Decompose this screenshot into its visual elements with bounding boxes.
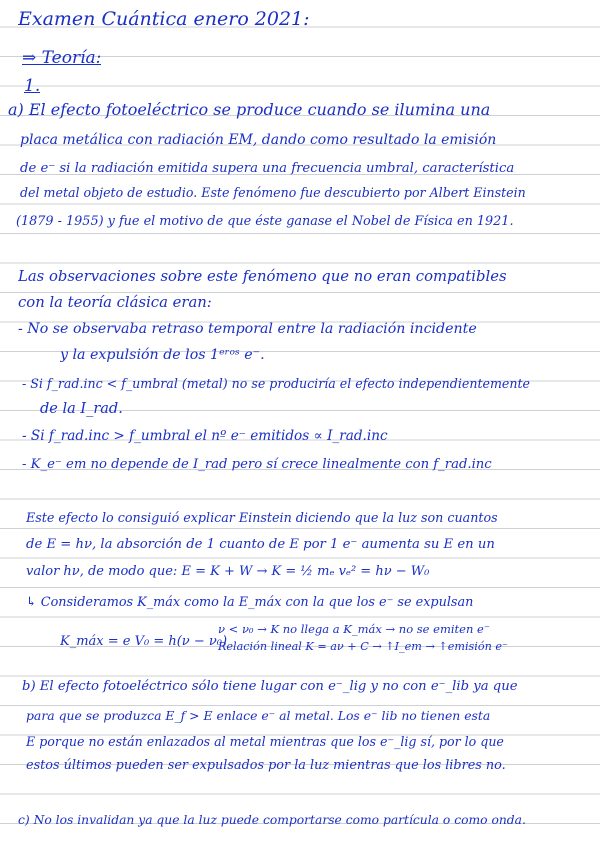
- einstein-line: de E = hν, la absorción de 1 cuanto de E por 1 e⁻ aumenta su E en un: [26, 537, 495, 552]
- part-a-line: a) El efecto fotoeléctrico se produce cuando se ilumina una: [8, 101, 491, 119]
- part-b-line: E porque no están enlazados al metal mientras que los e⁻_lig sí, por lo que: [26, 734, 504, 749]
- einstein-line: valor hν, de modo que: E = K + W → K = ½ mₑ vₑ² = hν − W₀: [26, 564, 430, 579]
- section-heading: ⇒ Teoría:: [22, 48, 102, 68]
- observations-line: y la expulsión de los 1ᵉʳᵒˢ e⁻.: [60, 347, 265, 363]
- observations-line: - Si f_rad.inc < f_umbral (metal) no se produciría el efecto independientemente: [22, 376, 530, 391]
- question-number: 1.: [24, 76, 41, 96]
- part-b-line: para que se produzca E_f > E enlace e⁻ al metal. Los e⁻ lib no tienen esta: [26, 708, 491, 723]
- part-b-line: b) El efecto fotoeléctrico sólo tiene lugar con e⁻_lig y no con e⁻_lib ya que: [22, 679, 518, 694]
- einstein-line: Este efecto lo consiguió explicar Einstein diciendo que la luz son cuantos: [26, 510, 498, 525]
- part-a-line: placa metálica con radiación EM, dando como resultado la emisión: [20, 132, 497, 148]
- part-c-line: c) No los invalidan ya que la luz puede comportarse como partícula o como onda.: [18, 813, 526, 827]
- page-title: Examen Cuántica enero 2021:: [18, 8, 310, 30]
- part-a-line: del metal objeto de estudio. Este fenómeno fue descubierto por Albert Einstein: [20, 185, 526, 200]
- einstein-line: ↳ Consideramos K_máx como la E_máx con la que los e⁻ se expulsan: [26, 595, 474, 610]
- observations-line: Las observaciones sobre este fenómeno que no eran compatibles: [18, 268, 507, 285]
- part-a-line: de e⁻ si la radiación emitida supera una frecuencia umbral, característica: [20, 161, 515, 176]
- observations-line: - K_e⁻ em no depende de I_rad pero sí crece linealmente con f_rad.inc: [22, 457, 492, 472]
- branch-top: ν < ν₀ → K no llega a K_máx → no se emiten e⁻: [218, 622, 490, 636]
- observations-line: de la I_rad.: [40, 401, 123, 417]
- part-b-line: estos últimos pueden ser expulsados por la luz mientras que los libres no.: [26, 758, 506, 773]
- branch-bottom: Relación lineal K = aν + C → ↑I_em → ↑emisión e⁻: [218, 640, 508, 653]
- observations-line: - No se observaba retraso temporal entre la radiación incidente: [18, 321, 477, 337]
- observations-line: - Si f_rad.inc > f_umbral el nº e⁻ emitidos ∝ I_rad.inc: [22, 428, 388, 444]
- kmax-formula: K_máx = e V₀ = h(ν − ν₀): [60, 634, 228, 649]
- observations-line: con la teoría clásica eran:: [18, 294, 212, 311]
- part-a-line: (1879 - 1955) y fue el motivo de que éste ganase el Nobel de Física en 1921.: [16, 214, 514, 229]
